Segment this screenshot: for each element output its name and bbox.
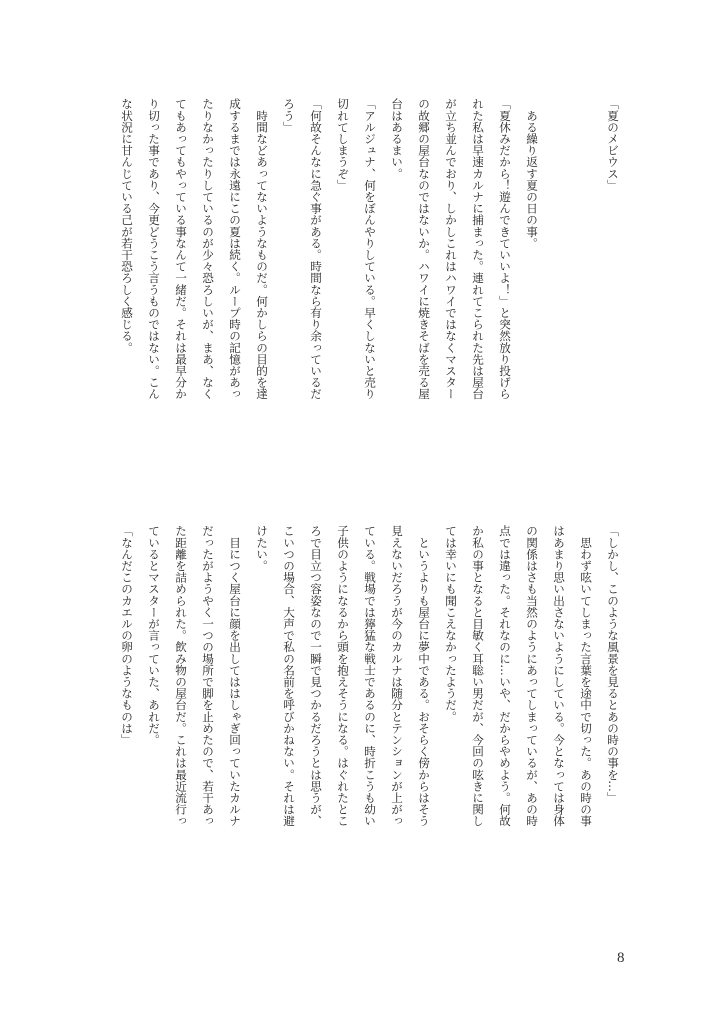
text-line: 点では違った。それなのに…いや、だからやめよう。何故 (498, 525, 512, 827)
page-number: 8 (617, 950, 625, 966)
text-line: 思わず呟いてしまった言葉を途中で切った。あの時の事 (579, 525, 593, 827)
text-line: ているとマスターが言っていた、あれだ。 (147, 525, 161, 746)
text-line: た距離を詰められた。飲み物の屋台だ。これは最近流行っ (174, 525, 188, 827)
text-line: はあまり思い出さないようにしている。今となっては身体 (552, 525, 566, 827)
text-line: ている。戦場では獰猛な戦士であるのに、時折こうも幼い (363, 525, 377, 827)
text-line: というよりも屋台に夢中である。おそらく傍からはそう (417, 525, 431, 827)
text-line (572, 98, 599, 408)
text-line: たりなかったりしているのが少々恐ろしいが、まあ、なく (201, 98, 215, 400)
text-line: の故郷の屋台なのではないか。ハワイに焼きそばを売る屋 (417, 98, 431, 400)
text-line: が立ち並んでおり、しかしこれはハワイではなくマスター (444, 98, 458, 400)
text-line: 時間などあってないようなものだ。何かしらの目的を達 (255, 98, 269, 400)
text-line: ろう」 (282, 98, 296, 133)
text-line: けたい。 (255, 525, 269, 572)
text-line: 見えないだろうが今のカルナは随分とテンションが上がっ (390, 525, 404, 827)
text-line: 子供のようになるから頭を抱えそうになる。はぐれたとこ (336, 525, 350, 827)
text-line: 「アルジュナ、何をぼんやりしている。早くしないと売り (363, 98, 377, 400)
text-line: 「何故そんなに急ぐ事がある。時間なら有り余っているだ (309, 98, 323, 400)
text-line: 切れてしまうぞ」 (336, 98, 350, 191)
text-line: な状況に甘んじている己が若干恐ろしく感じる。 (120, 98, 134, 354)
lower-text-block (113, 525, 626, 835)
text-line: こいつの場合、大声で私の名前を呼びかねない。それは避 (282, 525, 296, 827)
text-line: れた私は早速カルナに捕まった。連れてこられた先は屋台 (471, 98, 485, 400)
text-line: の関係はさも当然のようにあってしまっているが、あの時 (525, 525, 539, 827)
text-line: か私の事となると目敏く耳聡い男だが、今回の呟きに関し (471, 525, 485, 827)
text-line: 「しかし、このような風景を見るとあの時の事を…」 (606, 525, 620, 804)
text-line: ては幸いにも聞こえなかったようだ。 (444, 525, 458, 723)
text-line: ある繰り返す夏の日の事。 (525, 98, 539, 249)
text-line: 「夏のメビウス」 (606, 98, 620, 191)
text-line: 成するまでは永遠にこの夏は続く。ループ時の記憶があっ (228, 98, 242, 400)
text-line: 目につく屋台に顔を出してははしゃぎ回っていたカルナ (228, 525, 242, 827)
text-line: てもあってもやっている事なんて一緒だ。それは最早分か (174, 98, 188, 400)
text-line: 「なんだこのカエルの卵のようなものは」 (120, 525, 134, 746)
upper-text-block (113, 98, 626, 408)
text-line (545, 98, 572, 408)
text-line: 台はあるまい。 (390, 98, 404, 180)
text-line: り切った事であり、今更どうこう言うものではない。こん (147, 98, 161, 400)
text-line: 「夏休みだから！遊んできていいよ！」と突然放り投げら (498, 98, 512, 400)
text-line: ろで目立つ容姿なので一瞬で見つかるだろうとは思うが、 (309, 525, 323, 827)
text-line: だったがようやく一つの場所で脚を止めたので、若干あっ (201, 525, 215, 827)
